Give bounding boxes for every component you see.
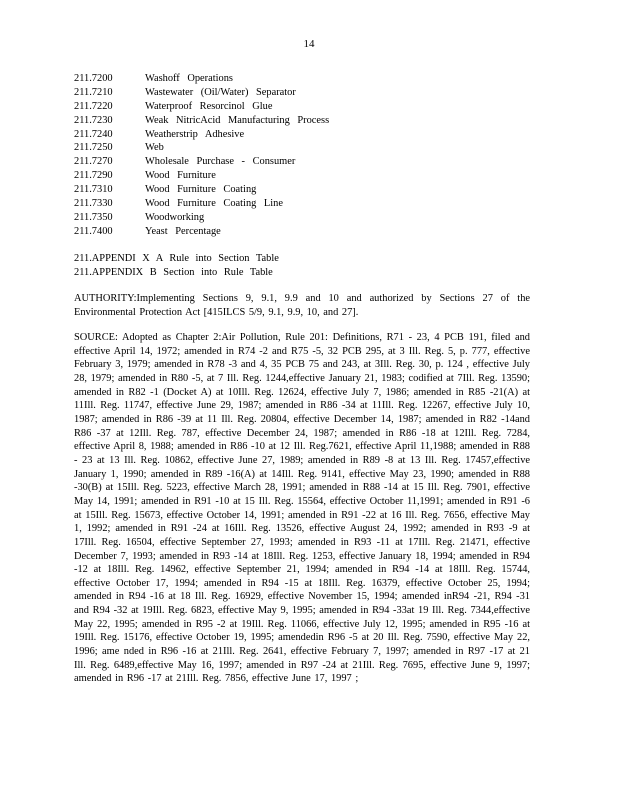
section-list bbox=[74, 72, 534, 239]
section-title: Weak NitricAcid Manufacturing Process bbox=[145, 114, 330, 126]
section-entry bbox=[74, 211, 534, 225]
section-entry bbox=[74, 197, 534, 211]
source-paragraph: SOURCE: Adopted as Chapter 2:Air Pollution, Rule 201: Definitions, R71 - 23, 4 PCB 191, filed and effective April 14, 1972; amended in R74 -2 and R75 -5, 32 PCB 295, at 3 Ill. Reg. 5, p. 777, effective February 3, 1979; amended in R78 -3 and 4, 35 PCB 75 and 243, at 3Ill. Reg. 30, p. 124 , effective July 28, 1979; amended in R80 -5, at 7 Ill. Reg. 1244,effective January 21, 1983; codified at 7Ill. Reg. 13590; amended in R82 -1 (Docket A) at 10Ill. Reg. 12624, effective July 7, 1986; amended in R85 -21(A) at 11Ill. Reg. 11747, effective June 29, 1987; amended in R86 -34 at 11Ill. Reg. 12267, effective July 10, 1987; amended in R86 -39 at 11 Ill. Reg. 20804, effective December 14, 1987; amended in R82 -14and R86 -37 at 12Ill. Reg. 787, effective December 24, 1987; amended in R86 -18 at 12Ill. Reg. 7284, effective April 8, 1988; amended in R86 -10 at 12 Ill. Reg.7621, effective April 11,1988; amended in R88 - 23 at 13 Ill. Reg. 10862, effective June 27, 1989; amended in R89 -8 at 13 Ill. Reg. 17457,effective January 1, 1990; amended in R89 -16(A) at 14Ill. Reg. 9141, effective May 23, 1990; amended in R88 -30(B) at 15Ill. Reg. 5223, effective March 28, 1991; amended in R88 -14 at 15 Ill. Reg. 7901, effective May 14, 1991; amended in R91 -10 at 15 Ill. Reg. 15564, effective October 11,1991; amended in R91 -6 at 15Ill. Reg. 15673, effective October 14, 1991; amended in R91 -22 at 16 Ill. Reg. 7656, effective May 1, 1992; amended in R91 -24 at 16Ill. Reg. 13526, effective August 24, 1992; amended in R93 -9 at 17Ill. Reg. 16504, effective September 27, 1993; amended in R93 -11 at 17Ill. Reg. 21471, effective December 7, 1993; amended in R93 -14 at 18Ill. Reg. 1253, effective January 18, 1994; amended in R94 -12 at 18Ill. Reg. 14962, effective September 21, 1994; amended in R94 -14 at 18Ill. Reg. 15744, effective October 17, 1994; amended in R94 -15 at 18Ill. Reg. 16379, effective October 25, 1994; amended in R94 -16 at 18 Ill. Reg. 16929, effective November 15, 1994; amended inR94 -21, R94 -31 and R94 -32 at 19Ill. Reg. 6823, effective May 9, 1995; amended in R94 -33at 19 Ill. Reg. 7344,effective May 22, 1995; amended in R95 -2 at 19Ill. Reg. 11066, effective July 12, 1995; amended in R95 -16 at 19Ill. Reg. 15176, effective October 19, 1995; amendedin R96 -5 at 20 Ill. Reg. 7590, effective May 22, 1996; ame nded in R96 -16 at 21Ill. Reg. 2641, effective February 7, 1997; amended in R97 -17 at 21 Ill. Reg. 6489,effective May 16, 1997; amended in R97 -24 at 21Ill. Reg. 7695, effective June 9, 1997; amended in R96 -17 at 21Ill. Reg. 7856, effective June 17, 1997 ; bbox=[74, 332, 531, 685]
appendix-entry-b: 211.APPENDIX B Section into Rule Table bbox=[74, 267, 273, 278]
section-title: Web bbox=[145, 142, 164, 154]
section-entry bbox=[74, 225, 534, 239]
section-title: Waterproof Resorcinol Glue bbox=[145, 100, 273, 112]
section-entry bbox=[74, 169, 534, 183]
section-number: 211.7220 bbox=[74, 100, 113, 112]
section-entry bbox=[74, 100, 534, 114]
section-number: 211.7210 bbox=[74, 86, 113, 98]
section-entry bbox=[74, 141, 534, 155]
section-entry bbox=[74, 72, 534, 86]
section-number: 211.7200 bbox=[74, 73, 113, 84]
section-title: Washoff Operations bbox=[145, 73, 233, 84]
section-number: 211.7250 bbox=[74, 142, 113, 154]
section-title: Yeast Percentage bbox=[145, 225, 221, 237]
section-entry bbox=[74, 155, 534, 169]
section-number: 211.7330 bbox=[74, 198, 113, 210]
appendix-list bbox=[74, 252, 534, 280]
section-number: 211.7230 bbox=[74, 114, 113, 126]
section-number: 211.7350 bbox=[74, 211, 113, 223]
section-entry bbox=[74, 86, 534, 100]
section-title: Weatherstrip Adhesive bbox=[145, 128, 245, 140]
appendix-entry-a: 211.APPENDI X A Rule into Section Table bbox=[74, 253, 279, 264]
section-number: 211.7270 bbox=[74, 156, 113, 168]
section-entry bbox=[74, 128, 534, 142]
section-title: Wastewater (Oil/Water) Separator bbox=[145, 86, 296, 98]
page-number: 14 bbox=[303, 38, 315, 50]
authority-paragraph: AUTHORITY:Implementing Sections 9, 9.1, 9.9 and 10 and authorized by Sections 27 of the Environmental Protection Act [415ILCS 5/9, 9.1, 9.9, 10, and 27]. bbox=[74, 293, 530, 318]
section-title: Wood Furniture bbox=[145, 170, 216, 182]
section-title: Woodworking bbox=[145, 211, 205, 223]
section-number: 211.7400 bbox=[74, 225, 113, 237]
section-number: 211.7290 bbox=[74, 170, 113, 182]
section-number: 211.7310 bbox=[74, 184, 113, 196]
section-number: 211.7240 bbox=[74, 128, 113, 140]
section-entry bbox=[74, 183, 534, 197]
section-entry bbox=[74, 114, 534, 128]
section-title: Wholesale Purchase - Consumer bbox=[145, 156, 296, 168]
section-title: Wood Furniture Coating bbox=[145, 184, 257, 196]
section-title: Wood Furniture Coating Line bbox=[145, 198, 283, 210]
